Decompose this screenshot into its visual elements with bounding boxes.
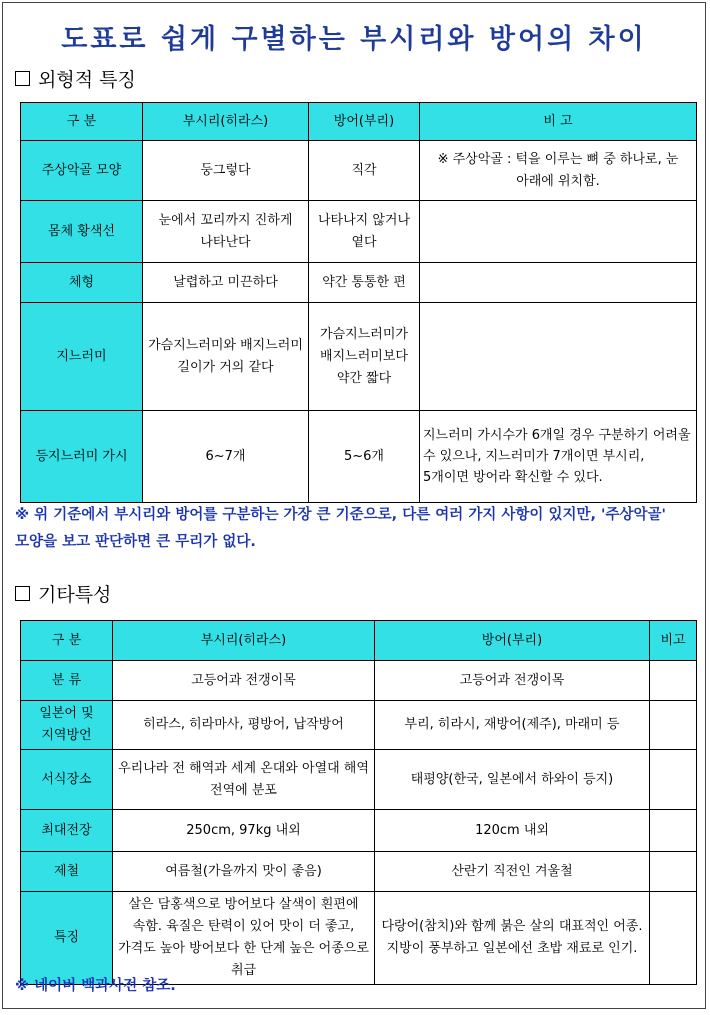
busiri-cell: 히라스, 히라마사, 평방어, 납작방어 (113, 701, 375, 750)
header-remarks: 비 고 (420, 103, 697, 141)
busiri-cell: 250cm, 97kg 내외 (113, 810, 375, 852)
busiri-cell: 여름철(가을까지 맛이 좋음) (113, 852, 375, 892)
remarks-cell (650, 661, 697, 701)
busiri-cell: 살은 담홍색으로 방어보다 살색이 흰편에 속함. 육질은 탄력이 있어 맛이 더 좋고, 가격도 높아 방어보다 한 단계 높은 어종으로 취급 (113, 892, 375, 985)
bangeo-cell: 나타나지 않거나 옅다 (309, 201, 420, 263)
remarks-cell (420, 263, 697, 303)
header-bangeo: 방어(부리) (309, 103, 420, 141)
bangeo-cell: 가슴지느러미가 배지느러미보다 약간 짧다 (309, 303, 420, 411)
remarks-cell: ※ 주상악골 : 턱을 이루는 뼈 중 하나로, 눈 아래에 위치함. (420, 141, 697, 201)
section-heading-other (15, 580, 111, 607)
row-label: 최대전장 (21, 810, 113, 852)
table-row (21, 263, 697, 303)
table-row (21, 201, 697, 263)
remarks-cell: 지느러미 가시수가 6개일 경우 구분하기 어려울 수 있으나, 지느러미가 7개이면 부시리, 5개이면 방어라 확신할 수 있다. (420, 411, 697, 503)
row-label: 체형 (21, 263, 143, 303)
row-label: 몸체 황색선 (21, 201, 143, 263)
table-row (21, 750, 697, 810)
appearance-table (20, 102, 697, 503)
bangeo-cell: 약간 통통한 편 (309, 263, 420, 303)
table-row (21, 141, 697, 201)
bangeo-cell: 5~6개 (309, 411, 420, 503)
remarks-cell (420, 303, 697, 411)
busiri-cell: 고등어과 전갱이목 (113, 661, 375, 701)
row-label: 등지느러미 가시 (21, 411, 143, 503)
row-label: 주상악골 모양 (21, 141, 143, 201)
header-category: 구 분 (21, 103, 143, 141)
table-header-row (21, 103, 697, 141)
source-footnote: ※ 네이버 백과사전 참조. (15, 978, 176, 994)
remarks-cell (650, 852, 697, 892)
remarks-cell (650, 701, 697, 750)
checkbox-icon (15, 586, 30, 601)
busiri-cell: 날렵하고 미끈하다 (143, 263, 309, 303)
other-traits-table (20, 620, 697, 985)
header-busiri: 부시리(히라스) (113, 621, 375, 661)
table-row (21, 411, 697, 503)
bangeo-cell: 고등어과 전갱이목 (375, 661, 650, 701)
table-row (21, 661, 697, 701)
bangeo-cell: 직각 (309, 141, 420, 201)
table-row (21, 810, 697, 852)
row-label: 지느러미 (21, 303, 143, 411)
remarks-cell (650, 750, 697, 810)
busiri-cell: 6~7개 (143, 411, 309, 503)
remarks-cell (420, 201, 697, 263)
bangeo-cell: 산란기 직전인 겨울철 (375, 852, 650, 892)
bangeo-cell: 부리, 히라시, 재방어(제주), 마래미 등 (375, 701, 650, 750)
header-busiri: 부시리(히라스) (143, 103, 309, 141)
row-label: 일본어 및 지역방언 (21, 701, 113, 750)
table-row (21, 852, 697, 892)
bangeo-cell: 태평양(한국, 일본에서 하와이 등지) (375, 750, 650, 810)
table-row (21, 303, 697, 411)
header-bangeo: 방어(부리) (375, 621, 650, 661)
section-heading-label: 외형적 특징 (38, 69, 136, 91)
page-title: 도표로 쉽게 구별하는 부시리와 방어의 차이 (61, 24, 647, 55)
section-heading-label: 기타특성 (38, 584, 112, 606)
row-label: 특징 (21, 892, 113, 985)
busiri-cell: 우리나라 전 해역과 세계 온대와 아열대 해역 전역에 분포 (113, 750, 375, 810)
section-heading-appearance (15, 65, 136, 92)
header-category: 구 분 (21, 621, 113, 661)
checkbox-icon (15, 71, 30, 86)
busiri-cell: 둥그렇다 (143, 141, 309, 201)
table-row (21, 701, 697, 750)
busiri-cell: 눈에서 꼬리까지 진하게 나타난다 (143, 201, 309, 263)
row-label: 분 류 (21, 661, 113, 701)
row-label: 제철 (21, 852, 113, 892)
row-label: 서식장소 (21, 750, 113, 810)
remarks-cell (650, 892, 697, 985)
bangeo-cell: 다랑어(참치)와 함께 붉은 살의 대표적인 어종. 지방이 풍부하고 일본에선 초밥 재료로 인기. (375, 892, 650, 985)
remarks-cell (650, 810, 697, 852)
table-header-row (21, 621, 697, 661)
table-row (21, 892, 697, 985)
document-page (2, 2, 706, 1009)
busiri-cell: 가슴지느러미와 배지느러미 길이가 거의 같다 (143, 303, 309, 411)
header-remarks: 비고 (650, 621, 697, 661)
bangeo-cell: 120cm 내외 (375, 810, 650, 852)
criteria-footnote: ※ 위 기준에서 부시리와 방어를 구분하는 가장 큰 기준으로, 다른 여러 가지 사항이 있지만, '주상악골' 모양을 보고 판단하면 큰 무리가 없다. (15, 507, 666, 550)
